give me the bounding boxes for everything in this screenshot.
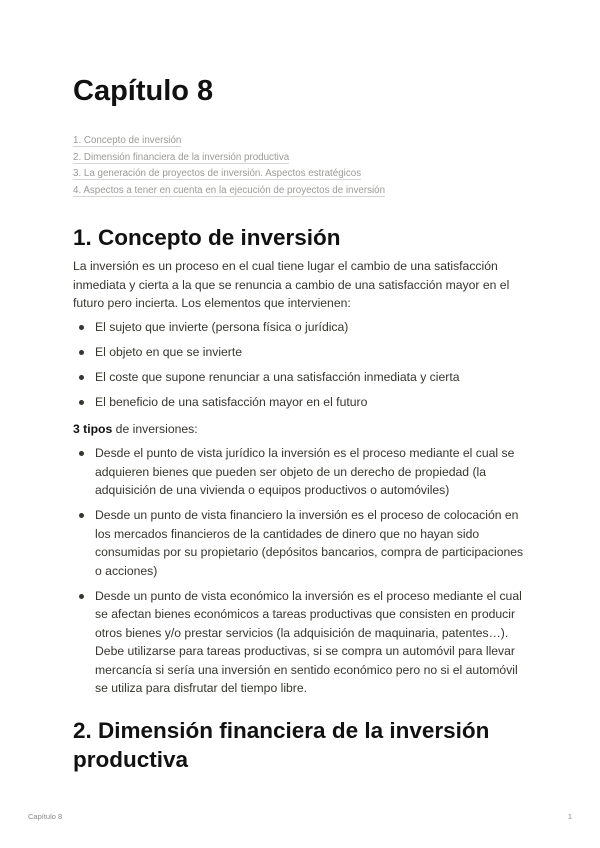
elements-list [73,318,528,418]
footer-chapter-label: Capítulo 8 [28,812,63,821]
list-item: Desde un punto de vista financiero la inversión es el proceso de colocación en los mercados financieros de la cantidades de dinero que no hayan sido consumidas por su propietario (depósitos bancarios, compra de participaciones o acciones) [73,506,528,580]
list-item: Desde un punto de vista económico la inversión es el proceso mediante el cual se afectan bienes económicos a tareas productivas que consisten en producir otros bienes y/o prestar servicios (la adquisición de maquinaria, patentes…). Debe utilizarse para tareas productivas, si se compra un automóvil para llevar mercancía si sería una inversión en sentido económico pero no si el automóvil se utiliza para disfrutar del tiempo libre. [73,587,528,698]
types-list [73,444,528,704]
toc-item [73,150,528,167]
toc-link-dimension[interactable]: 2. Dimensión financiera de la inversión productiva [73,151,290,163]
list-item: El beneficio de una satisfacción mayor en el futuro [73,393,528,412]
list-item: El coste que supone renunciar a una satisfacción inmediata y cierta [73,368,528,387]
list-item: El sujeto que invierte (persona física o jurídica) [73,318,528,337]
types-label-rest: de inversiones: [112,422,198,436]
toc-item [73,183,528,200]
list-item: El objeto en que se invierte [73,343,528,362]
types-bold-label: 3 tipos [73,422,113,436]
toc-link-generacion[interactable]: 3. La generación de proyectos de inversión. Aspectos estratégicos [73,168,362,179]
table-of-contents [73,133,528,199]
toc-link-concepto[interactable]: 1. Concepto de inversión [73,135,182,146]
toc-item [73,166,528,183]
section-heading-dimension: 2. Dimensión financiera de la inversión productiva [73,718,490,772]
types-paragraph [73,420,528,439]
list-item: Desde el punto de vista jurídico la inversión es el proceso mediante el cual se adquieren bienes que pueden ser objeto de un derecho de propiedad (la adquisición de una vivienda o equipos productivos o automóviles) [73,444,528,500]
page-title: Capítulo 8 [73,75,214,107]
footer-page-number: 1 [567,812,572,821]
section-heading-concepto: 1. Concepto de inversión [73,225,341,250]
toc-link-ejecucion[interactable]: 4. Aspectos a tener en cuenta en la ejecución de proyectos de inversión [73,184,386,196]
section-intro-paragraph: La inversión es un proceso en el cual tiene lugar el cambio de una satisfacción inmediata y cierta a la que se renuncia a cambio de una satisfacción mayor en el futuro pero incierta. Los elementos que intervienen: [73,259,510,310]
toc-item [73,133,528,150]
